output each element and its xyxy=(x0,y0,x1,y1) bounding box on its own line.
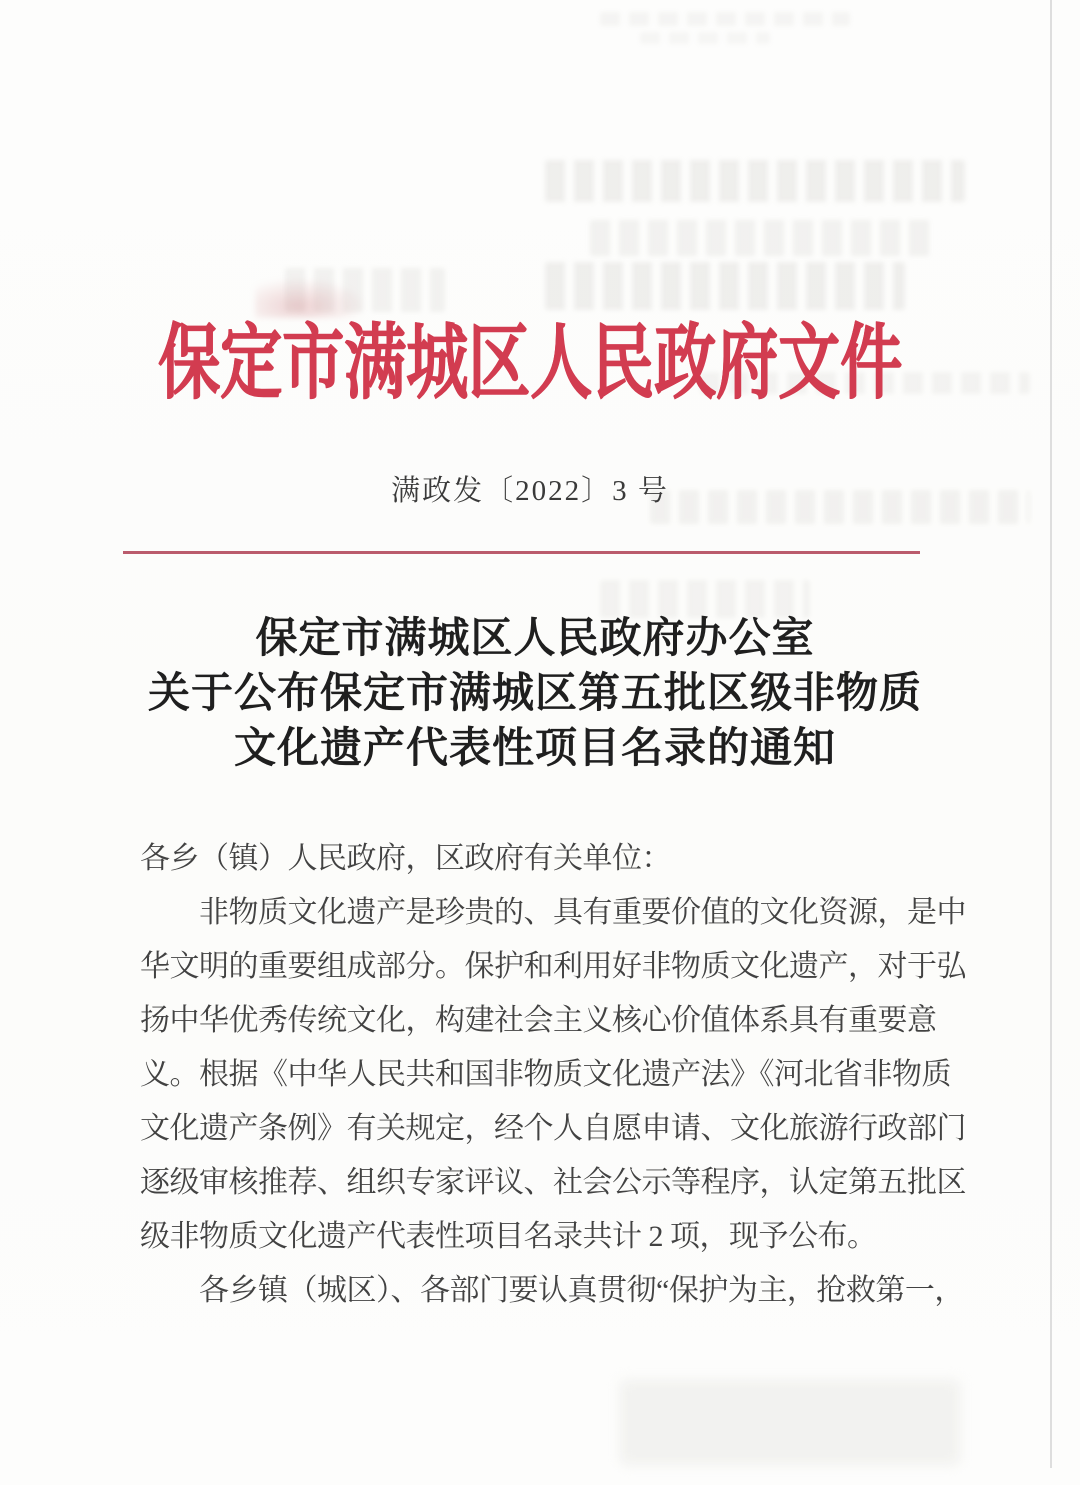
salutation-line: 各乡（镇）人民政府，区政府有关单位： xyxy=(140,842,671,875)
bleedthrough-ghost xyxy=(590,220,930,256)
body-line: 级非物质文化遗产代表性项目名录共计 2 项，现予公布。 xyxy=(140,1220,877,1253)
doc-number: 满政发〔2022〕3 号 xyxy=(391,475,669,507)
body-line: 逐级审核推荐、组织专家评议、社会公示等程序，认定第五批区 xyxy=(140,1166,966,1199)
bleedthrough-ghost xyxy=(545,160,965,202)
document-body xyxy=(140,832,966,1318)
body-line: 义。根据《中华人民共和国非物质文化遗产法》《河北省非物质 xyxy=(140,1058,951,1091)
document-title-line: 保定市满城区人民政府办公室 xyxy=(255,616,815,662)
page-edge-line xyxy=(1050,0,1052,1468)
document-title xyxy=(125,612,945,777)
red-separator-rule xyxy=(123,551,920,554)
bleedthrough-ghost xyxy=(620,1380,960,1465)
body-line: 扬中华优秀传统文化，构建社会主义核心价值体系具有重要意 xyxy=(140,1004,937,1037)
document-title-line: 文化遗产代表性项目名录的通知 xyxy=(233,726,836,772)
bleedthrough-ghost xyxy=(600,12,850,26)
body-line: 文化遗产条例》有关规定，经个人自愿申请、文化旅游行政部门 xyxy=(140,1112,966,1145)
body-line: 非物质文化遗产是珍贵的、具有重要价值的文化资源，是中 xyxy=(140,896,966,929)
masthead-title: 保定市满城区人民政府文件 xyxy=(157,319,902,410)
body-line: 华文明的重要组成部分。保护和利用好非物质文化遗产，对于弘 xyxy=(140,950,966,983)
body-line: 各乡镇（城区）、各部门要认真贯彻“保护为主，抢救第一， xyxy=(140,1274,964,1307)
bleedthrough-ghost xyxy=(640,32,770,44)
document-title-line: 关于公布保定市满城区第五批区级非物质 xyxy=(147,671,922,717)
